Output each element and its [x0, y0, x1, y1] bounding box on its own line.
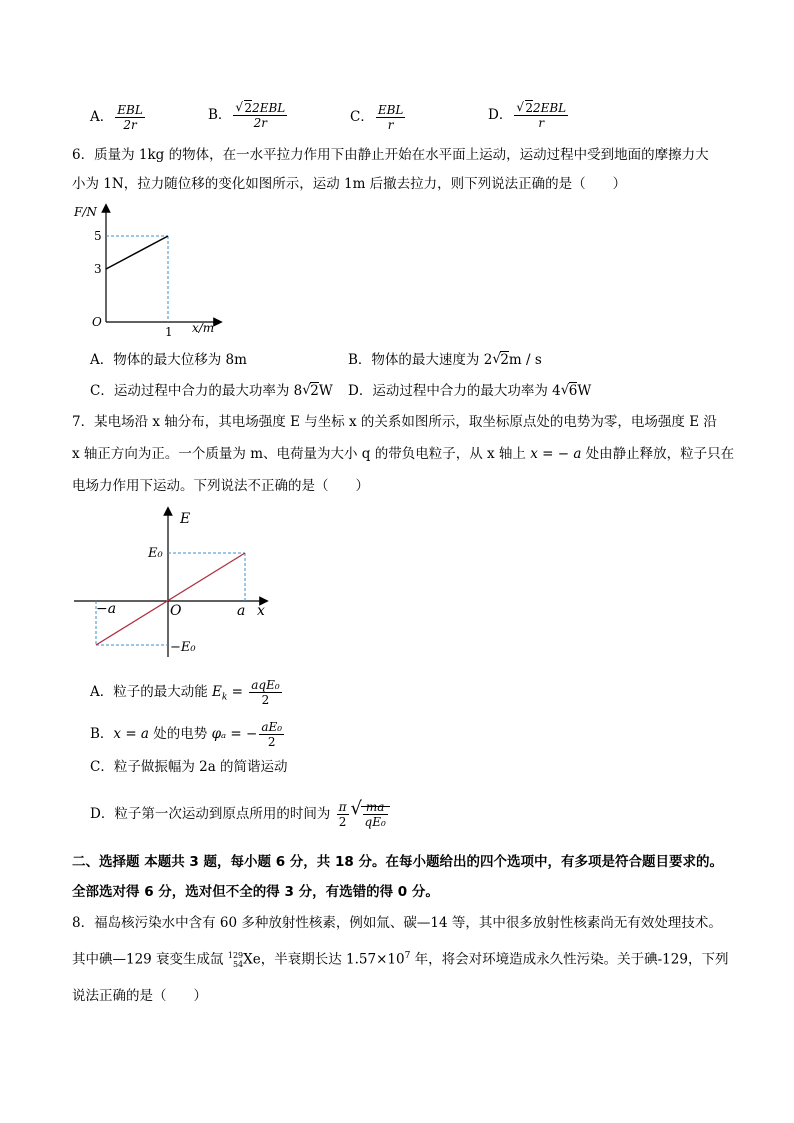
- q8-stem-line2: [72, 946, 728, 970]
- text: ，半衰期长达 1.57×10: [260, 951, 405, 968]
- fraction: [249, 678, 281, 707]
- text: 处由静止释放，粒子只在: [581, 446, 735, 462]
- sqrt-sign: [492, 350, 509, 370]
- section-instructions: 本题共 3 题，每小题 6 分，共 18 分。在每小题给出的四个选项中，有多项是符合题目要求的。: [144, 854, 723, 870]
- numerator-text: 2EBL: [252, 101, 286, 115]
- math-var: E: [212, 684, 222, 700]
- neg-e0-label: −E₀: [170, 640, 196, 655]
- text: x 轴正方向为正。一个质量为 m、电荷量为大小 q 的带负电粒子，从 x 轴上: [72, 446, 531, 462]
- radicand: 2: [310, 383, 319, 399]
- unit: m / s: [508, 352, 542, 368]
- sqrt-sign: [561, 381, 578, 401]
- y-tick-5: 5: [94, 229, 102, 243]
- q5-option-b[interactable]: [208, 101, 289, 130]
- denominator: r: [387, 118, 394, 132]
- fraction: [259, 720, 284, 749]
- option-label: D．: [488, 107, 513, 123]
- q7-field-graph: [70, 505, 280, 663]
- q7-option-b[interactable]: [90, 720, 286, 749]
- option-text: A．粒子的最大动能: [90, 684, 213, 700]
- sqrt-sign: [302, 381, 319, 401]
- option-text: 处的电势: [148, 726, 212, 742]
- q7-stem-line3: 电场力作用下运动。下列说法不正确的是（ ）: [72, 478, 369, 494]
- denominator: 2r: [123, 118, 137, 132]
- q6-option-b[interactable]: [348, 350, 542, 370]
- option-text: B．: [90, 726, 114, 742]
- numerator: π: [338, 800, 347, 814]
- mass-number: 129: [227, 951, 244, 960]
- section2-header-line2: 全部选对得 6 分，选对但不全的得 3 分，有选错的得 0 分。: [72, 884, 439, 900]
- fraction: [115, 103, 145, 132]
- numerator: √ ma: [363, 800, 388, 815]
- atomic-number: 54: [232, 960, 244, 969]
- x-axis-label: x/m: [192, 321, 215, 335]
- sqrt-sign: [351, 800, 390, 829]
- origin-label: O: [92, 315, 102, 329]
- force-line: [106, 236, 168, 269]
- y-axis-label: E: [180, 511, 191, 527]
- denominator: 2: [261, 693, 270, 707]
- q5-option-d[interactable]: [488, 101, 570, 130]
- subscript: k: [221, 692, 228, 703]
- option-label: B．: [208, 107, 232, 123]
- fraction: [233, 101, 287, 130]
- y-axis-label: F/N: [74, 205, 97, 219]
- numerator: EBL: [117, 103, 143, 117]
- exponent: 7: [404, 951, 411, 961]
- q7-option-d[interactable]: [90, 800, 390, 829]
- denominator: qE₀: [364, 815, 386, 829]
- q7-stem-line2: [72, 444, 734, 464]
- q8-stem-line1: 8．福岛核污染水中含有 60 多种放射性核素，例如氚、碳—14 等，其中很多放射性核素尚无有效处理技术。: [72, 915, 722, 931]
- fraction: [376, 103, 406, 132]
- q6-option-d[interactable]: [348, 381, 591, 401]
- fraction: [337, 800, 349, 829]
- fraction: [363, 800, 388, 829]
- denominator: 2r: [253, 116, 268, 130]
- q5-option-c[interactable]: [350, 103, 407, 132]
- neg-a-label: −a: [96, 601, 117, 617]
- option-text: C．运动过程中合力的最大功率为 8: [90, 383, 303, 399]
- numerator: aqE₀: [251, 678, 280, 692]
- math-x: x = − a: [530, 446, 582, 462]
- equals: = −: [226, 726, 258, 742]
- math-x: x = a: [113, 726, 149, 742]
- q6-stem-line1: 6．质量为 1kg 的物体，在一水平拉力作用下由静止开始在水平面上运动，运动过程中受到地面的摩擦力大: [72, 147, 709, 163]
- y-tick-3: 3: [94, 262, 102, 276]
- sqrt-sign: √ 2: [516, 101, 533, 115]
- q7-stem-line1: 7．某电场沿 x 轴分布，其电场强度 E 与坐标 x 的关系如图所示，取坐标原点处的电势为零，电场强度 E 沿: [72, 414, 717, 430]
- q7-option-c[interactable]: C．粒子做振幅为 2a 的简谐运动: [90, 759, 288, 775]
- q8-stem-line3: 说法正确的是（ ）: [72, 988, 207, 1004]
- radicand: 2: [500, 352, 509, 368]
- sqrt-sign: √ 2: [235, 101, 252, 115]
- a-label: a: [237, 603, 246, 619]
- q6-option-a[interactable]: A．物体的最大位移为 8m: [90, 352, 247, 368]
- section-title: 二、选择题: [72, 854, 145, 870]
- q7-option-a[interactable]: [90, 678, 284, 708]
- numerator-text: 2EBL: [532, 101, 567, 115]
- numerator: [514, 101, 568, 116]
- field-line: [96, 553, 245, 645]
- q5-option-a[interactable]: [90, 103, 147, 132]
- unit: W: [318, 383, 333, 399]
- fraction: [514, 101, 568, 130]
- option-label: C．: [350, 109, 374, 125]
- q6-force-displacement-graph: [70, 198, 230, 338]
- nuclide-notation: [228, 951, 243, 969]
- text: 年，将会对环境造成永久性污染。关于碘-129，下列: [410, 951, 729, 968]
- radicand: 6: [568, 383, 578, 399]
- text: 其中碘—129 衰变生成氙: [72, 951, 228, 968]
- origin-label: O: [170, 603, 182, 619]
- x-axis-label: x: [257, 603, 265, 619]
- numerator: aE₀: [261, 720, 283, 734]
- numerator: [233, 101, 287, 116]
- x-tick-1: 1: [165, 325, 173, 338]
- q6-stem-line2: 小为 1N，拉力随位移的变化如图所示，运动 1m 后撤去拉力，则下列说法正确的是（ ）: [72, 176, 627, 192]
- q6-option-c[interactable]: [90, 381, 333, 401]
- option-label: A．: [90, 109, 114, 125]
- math-phi: φₐ: [211, 726, 227, 742]
- element-symbol: Xe: [243, 951, 261, 968]
- numerator: EBL: [377, 103, 404, 117]
- option-text: D．运动过程中合力的最大功率为 4: [348, 383, 561, 399]
- unit: W: [577, 383, 592, 399]
- denominator: 2: [267, 735, 276, 749]
- denominator: 2: [338, 815, 347, 829]
- equals: =: [227, 684, 248, 700]
- section2-header-line1: [72, 852, 723, 872]
- e0-label: E₀: [148, 546, 163, 561]
- option-text: D．粒子第一次运动到原点所用的时间为: [90, 806, 335, 822]
- denominator: r: [538, 116, 545, 130]
- option-text: B．物体的最大速度为 2: [348, 352, 493, 368]
